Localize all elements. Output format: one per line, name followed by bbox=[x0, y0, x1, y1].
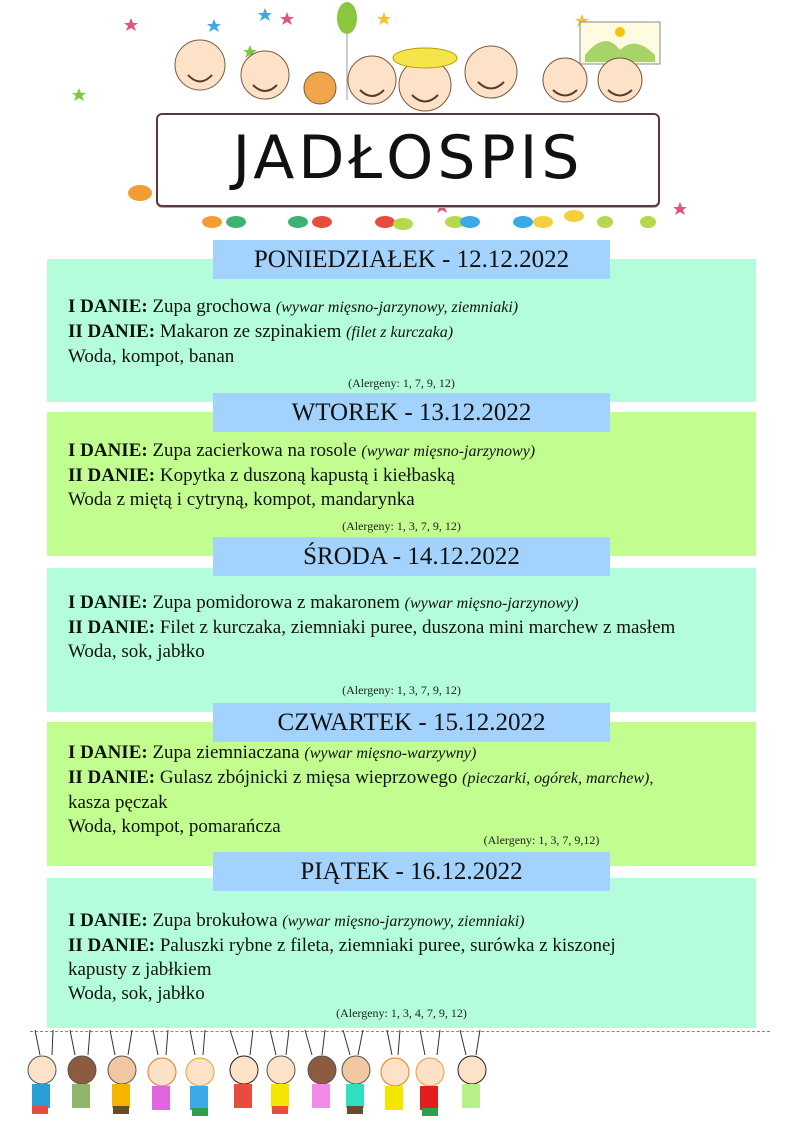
header-banner bbox=[0, 0, 800, 235]
first-course-label: I DANIE: bbox=[68, 592, 148, 613]
second-course-line bbox=[68, 766, 756, 791]
drinks-line: Woda z miętą i cytryną, kompot, mandarynka bbox=[68, 489, 415, 510]
second-course-line bbox=[68, 616, 756, 640]
second-course-continued: kapusty z jabłkiem bbox=[68, 959, 212, 980]
second-course-label: II DANIE: bbox=[68, 617, 156, 638]
first-course-note: (wywar mięsno-jarzynowy, ziemniaki) bbox=[275, 299, 519, 316]
first-course-note: (wywar mięsno-jarzynowy, ziemniaki) bbox=[282, 913, 525, 930]
second-course-dish: Filet z kurczaka, ziemniaki puree, duszona mini marchew z masłem bbox=[159, 617, 676, 638]
second-course-note: (pieczarki, ogórek, marchew), bbox=[462, 770, 654, 787]
first-course-note: (wywar mięsno-jarzynowy) bbox=[404, 595, 579, 612]
first-course-label: I DANIE: bbox=[68, 910, 148, 931]
second-course-dish: Gulasz zbójnicki z mięsa wieprzowego bbox=[159, 767, 458, 788]
second-course-label: II DANIE: bbox=[68, 465, 156, 486]
kids-bodies bbox=[28, 1056, 486, 1116]
second-course-line bbox=[68, 934, 756, 958]
menu-body bbox=[68, 439, 756, 512]
first-course-line bbox=[68, 909, 756, 934]
second-course-dish: Kopytka z duszoną kapustą i kiełbaską bbox=[159, 465, 455, 486]
first-course-dish: Zupa ziemniaczana bbox=[152, 742, 300, 763]
day-panel-wednesday bbox=[47, 568, 756, 712]
second-course-dish: Makaron ze szpinakiem bbox=[159, 321, 342, 342]
footer-kids-illustration bbox=[0, 1030, 800, 1132]
allergens: (Alergeny: 1, 3, 7, 9, 12) bbox=[342, 683, 461, 697]
first-course-dish: Zupa grochowa bbox=[152, 296, 272, 317]
first-course-line bbox=[68, 295, 756, 320]
first-course-dish: Zupa pomidorowa z makaronem bbox=[152, 592, 400, 613]
day-heading-monday: PONIEDZIAŁEK - 12.12.2022 bbox=[213, 240, 610, 279]
first-course-label: I DANIE: bbox=[68, 742, 148, 763]
first-course-label: I DANIE: bbox=[68, 296, 148, 317]
menu-body bbox=[68, 741, 756, 839]
day-heading-thursday: CZWARTEK - 15.12.2022 bbox=[213, 703, 610, 742]
drinks-line: Woda, kompot, pomarańcza bbox=[68, 816, 281, 837]
second-course-label: II DANIE: bbox=[68, 321, 156, 342]
second-course-line bbox=[68, 464, 756, 488]
drinks-line: Woda, sok, jabłko bbox=[68, 641, 205, 662]
hanging-kids-illustration bbox=[0, 1030, 800, 1132]
day-heading-wednesday: ŚRODA - 14.12.2022 bbox=[213, 537, 610, 576]
first-course-dish: Zupa brokułowa bbox=[152, 910, 278, 931]
day-panel-friday bbox=[47, 878, 756, 1028]
first-course-note: (wywar mięsno-jarzynowy) bbox=[361, 443, 536, 460]
page-title: JADŁOSPIS bbox=[232, 123, 584, 193]
day-heading-friday: PIĄTEK - 16.12.2022 bbox=[213, 852, 610, 891]
second-course-note: (filet z kurczaka) bbox=[346, 324, 454, 341]
menu-body bbox=[68, 591, 756, 664]
drinks-line: Woda, sok, jabłko bbox=[68, 983, 205, 1004]
first-course-note: (wywar mięsno-warzywny) bbox=[304, 745, 477, 762]
drinks-line: Woda, kompot, banan bbox=[68, 346, 235, 367]
allergens: (Alergeny: 1, 3, 4, 7, 9, 12) bbox=[336, 1006, 467, 1020]
second-course-dish: Paluszki rybne z fileta, ziemniaki puree, surówka z kiszonej bbox=[159, 935, 616, 956]
allergens: (Alergeny: 1, 3, 7, 9,12) bbox=[483, 833, 600, 847]
second-course-label: II DANIE: bbox=[68, 767, 156, 788]
second-course-line bbox=[68, 320, 756, 345]
second-course-label: II DANIE: bbox=[68, 935, 156, 956]
allergens: (Alergeny: 1, 7, 9, 12) bbox=[348, 376, 455, 390]
day-heading-tuesday: WTOREK - 13.12.2022 bbox=[213, 393, 610, 432]
first-course-label: I DANIE: bbox=[68, 440, 148, 461]
menu-body bbox=[68, 909, 756, 1006]
first-course-line bbox=[68, 741, 756, 766]
first-course-line bbox=[68, 591, 756, 616]
second-course-continued: kasza pęczak bbox=[68, 792, 168, 813]
first-course-dish: Zupa zacierkowa na rosole bbox=[152, 440, 357, 461]
menu-body bbox=[68, 295, 756, 369]
day-panel-thursday bbox=[47, 722, 756, 866]
allergens: (Alergeny: 1, 3, 7, 9, 12) bbox=[342, 519, 461, 533]
day-panel-monday bbox=[47, 259, 756, 402]
title-sign bbox=[156, 113, 660, 207]
first-course-line bbox=[68, 439, 756, 464]
day-panel-tuesday bbox=[47, 412, 756, 556]
